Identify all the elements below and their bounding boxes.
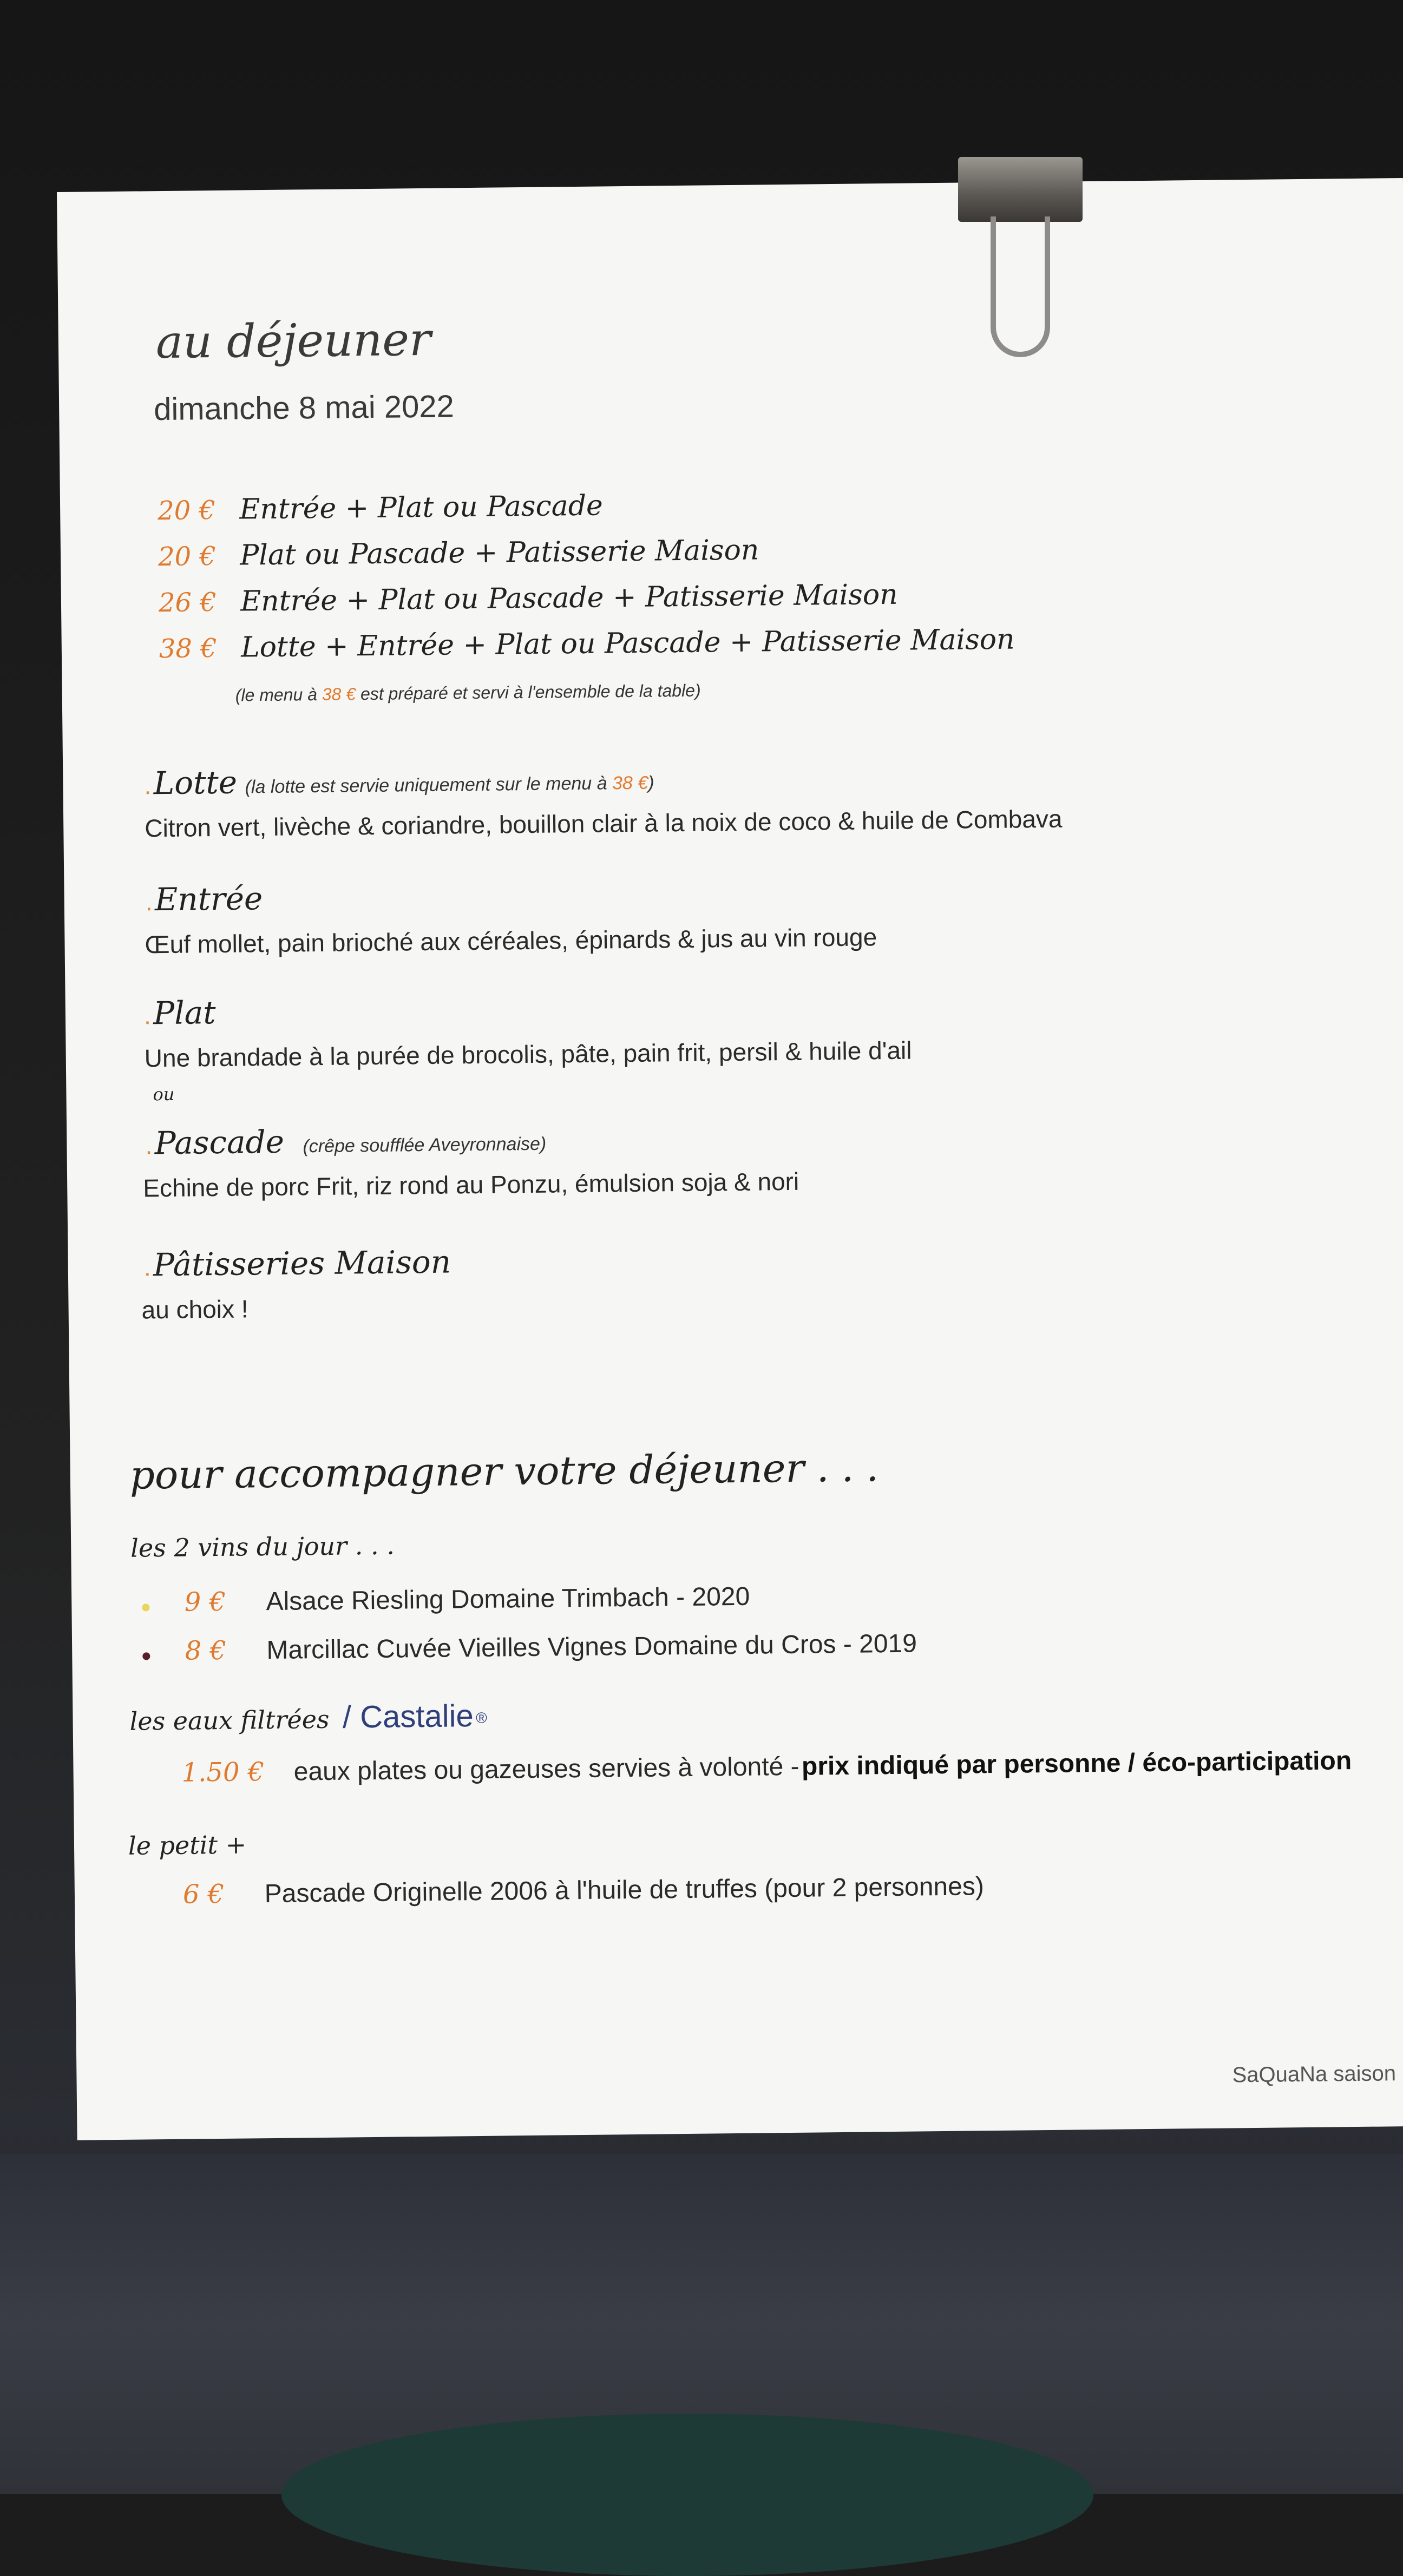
section-patisseries-desc: au choix !	[141, 1294, 248, 1324]
water-brand: / Castalie	[342, 1698, 474, 1735]
binder-clip-wire	[991, 216, 1050, 357]
section-note-text: (la lotte est servie uniquement sur le menu à	[245, 773, 607, 798]
menu-date: dimanche 8 mai 2022	[153, 389, 455, 428]
water-note: prix indiqué par personne / éco-participation	[801, 1746, 1352, 1781]
or-label: ou	[153, 1083, 175, 1105]
menu-sheet	[57, 178, 1403, 2140]
section-entree-desc: Œuf mollet, pain brioché aux céréales, épinards & jus au vin rouge	[145, 923, 877, 959]
section-note	[245, 773, 654, 798]
section-lotte-header	[144, 760, 654, 802]
wine-color-dot	[142, 1604, 149, 1611]
section-patisseries-header	[143, 1243, 451, 1283]
section-title: Pascade	[154, 1123, 285, 1162]
wine-price: 8 €	[185, 1635, 227, 1666]
water-label: eaux plates ou gazeuses servies à volonté -	[293, 1752, 799, 1786]
bullet-dot: .	[143, 1001, 151, 1030]
extra-price: 6 €	[182, 1878, 225, 1910]
wines-title: les 2 vins du jour . . .	[130, 1530, 395, 1563]
accompany-title: pour accompagner votre déjeuner . . .	[129, 1444, 879, 1498]
wine-price: 9 €	[184, 1586, 226, 1618]
formula-item	[158, 534, 759, 573]
section-pascade-header	[145, 1121, 546, 1162]
water-title: les eaux filtrées	[129, 1704, 330, 1736]
extra-item	[183, 1871, 984, 1909]
binder-clip	[958, 157, 1083, 222]
section-title: Entrée	[154, 880, 263, 918]
formula-label: Plat ou Pascade + Patisserie Maison	[240, 534, 759, 572]
formula-note-price: 38 €	[322, 684, 356, 704]
bullet-dot: .	[144, 771, 152, 800]
formula-price: 26 €	[158, 587, 217, 619]
section-lotte-desc: Citron vert, livèche & coriandre, bouillon clair à la noix de coco & huile de Combava	[145, 804, 1063, 843]
wine-color-dot	[142, 1652, 150, 1660]
water-price: 1.50 €	[181, 1757, 265, 1788]
section-note-price: 38 €	[612, 772, 648, 794]
section-pascade-desc: Echine de porc Frit, riz rond au Ponzu, émulsion soja & nori	[143, 1167, 799, 1202]
wine-label: Marcillac Cuvée Vieilles Vignes Domaine du Cros - 2019	[266, 1629, 917, 1665]
wine-label: Alsace Riesling Domaine Trimbach - 2020	[266, 1582, 750, 1616]
wine-item	[142, 1628, 917, 1667]
water-item	[181, 1745, 1352, 1788]
formula-price: 38 €	[159, 633, 218, 665]
water-reg-mark: ®	[476, 1709, 487, 1726]
section-plat-desc: Une brandade à la purée de brocolis, pâte, pain frit, persil & huile d'ail	[144, 1036, 912, 1073]
formula-price: 20 €	[157, 495, 216, 527]
extra-label: Pascade Originelle 2006 à l'huile de truffes (pour 2 personnes)	[264, 1872, 985, 1909]
formula-item	[158, 489, 603, 527]
section-note: (crêpe soufflée Aveyronnaise)	[303, 1133, 547, 1157]
formula-price: 20 €	[158, 541, 217, 573]
section-note-close: )	[648, 772, 654, 793]
menu-title: au déjeuner	[155, 312, 431, 369]
formula-label: Entrée + Plat ou Pascade	[239, 489, 604, 526]
section-title: Lotte	[153, 764, 238, 802]
formula-label: Entrée + Plat ou Pascade + Patisserie Maison	[240, 578, 898, 618]
section-entree-header	[145, 880, 263, 918]
section-plat-header	[144, 994, 216, 1031]
formula-note-text: (le menu à	[235, 685, 318, 705]
bullet-dot: .	[143, 1253, 151, 1282]
wine-item	[142, 1581, 750, 1618]
green-fabric	[281, 2414, 1093, 2576]
formula-item	[159, 623, 1015, 665]
formula-item	[159, 579, 898, 619]
formula-label: Lotte + Entrée + Plat ou Pascade + Patisserie Maison	[240, 623, 1015, 664]
section-title: Plat	[153, 994, 216, 1032]
formula-note	[235, 681, 701, 706]
extra-title: le petit +	[128, 1830, 247, 1861]
footer-brand: SaQuaNa saison	[1232, 2061, 1397, 2087]
bullet-dot: .	[145, 888, 153, 916]
water-header	[129, 1698, 487, 1738]
section-title: Pâtisseries Maison	[153, 1243, 451, 1284]
formula-note-text-end: est préparé et servi à l'ensemble de la table)	[360, 680, 701, 704]
bullet-dot: .	[145, 1131, 153, 1160]
